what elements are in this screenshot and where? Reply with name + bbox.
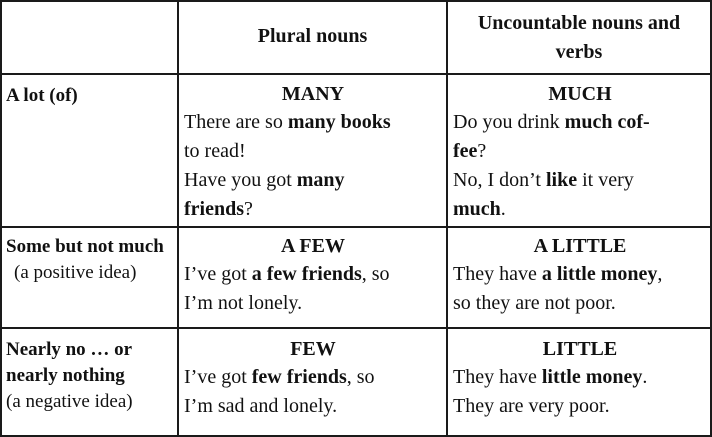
header-uncountable-nouns-and-verbs: Uncountable nouns and verbs	[477, 12, 681, 63]
example-line: I’m sad and lonely.	[184, 395, 338, 417]
cell-few	[184, 336, 442, 421]
word-title: A LITTLE	[533, 235, 627, 257]
row-label-text: Some but not much	[6, 236, 164, 257]
word-title: MANY	[281, 83, 345, 105]
row-label-a-lot-of	[2, 83, 176, 109]
example-line: to read!	[184, 140, 246, 162]
cell-a-few	[184, 233, 442, 318]
example-line: Have you got many	[184, 169, 345, 191]
cell-much	[453, 81, 707, 224]
example-line: friends?	[184, 198, 253, 220]
row-label-some-but-not-much	[2, 234, 174, 286]
header-divider	[0, 73, 712, 75]
row-label-note: (a positive idea)	[14, 262, 137, 283]
word-title: FEW	[290, 338, 336, 360]
example-line: I’m not lonely.	[184, 292, 303, 314]
example-line: I’ve got few friends, so	[184, 366, 375, 388]
table-border-top	[0, 0, 712, 2]
header-plural-nouns: Plural nouns	[257, 25, 368, 47]
example-line: No, I don’t like it very	[453, 169, 634, 191]
row-label-nearly-no-or-nearly-nothing	[2, 337, 176, 415]
row-divider	[0, 226, 712, 228]
example-line: They have a little money,	[453, 263, 663, 285]
cell-a-little	[453, 233, 707, 318]
example-line: They are very poor.	[453, 395, 610, 417]
example-line: Do you drink much cof-	[453, 111, 650, 133]
row-divider	[0, 327, 712, 329]
example-line: much.	[453, 198, 506, 220]
word-title: MUCH	[548, 83, 612, 105]
example-line: There are so many books	[184, 111, 391, 133]
example-line: They have little money.	[453, 366, 648, 388]
column-divider	[177, 0, 179, 437]
row-label-note: (a negative idea)	[6, 391, 133, 412]
row-label-text: A lot (of)	[6, 85, 78, 106]
cell-little	[453, 336, 707, 421]
cell-many	[184, 81, 442, 224]
example-line: fee?	[453, 140, 487, 162]
word-title: A FEW	[281, 235, 345, 257]
example-line: so they are not poor.	[453, 292, 616, 314]
example-line: I’ve got a few friends, so	[184, 263, 390, 285]
row-label-text: Nearly no … or nearly nothing	[6, 339, 132, 386]
word-title: LITTLE	[542, 338, 618, 360]
